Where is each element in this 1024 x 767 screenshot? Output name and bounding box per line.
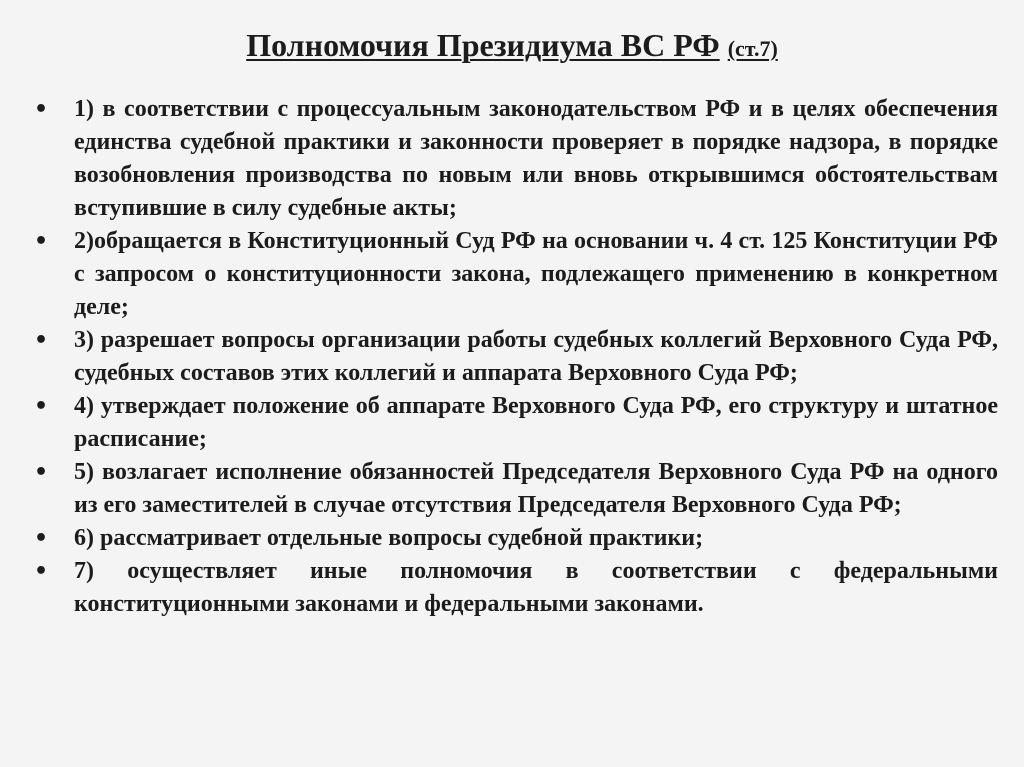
list-item (30, 93, 998, 225)
list-item-text: 4) утверждает положение об аппарате Верховного Суда РФ, его структуру и штатное расписание; (74, 393, 998, 452)
title-main-text: Полномочия Президиума ВС РФ (246, 27, 720, 63)
bullet-icon: • (34, 526, 49, 551)
bullet-icon: • (34, 559, 49, 584)
bullet-icon: • (34, 97, 49, 122)
list-item-text: 7) осуществляет иные полномочия в соответствии с федеральными конституционными законами и федеральными законами. (74, 558, 998, 617)
list-item (30, 456, 998, 522)
list-item-text: 5) возлагает исполнение обязанностей Председателя Верховного Суда РФ на одного из его заместителей в случае отсутствия Председателя Верховного Суда РФ; (74, 459, 998, 518)
list-item (30, 225, 998, 324)
list-item (30, 522, 998, 555)
bullet-icon: • (34, 229, 49, 254)
bullet-icon: • (34, 460, 49, 485)
bullet-icon: • (34, 328, 49, 353)
list-item-text: 2)обращается в Конституционный Суд РФ на основании ч. 4 ст. 125 Конституции РФ с запросом о конституционности закона, подлежащего применению в конкретном деле; (74, 228, 998, 320)
slide-title (0, 26, 1024, 64)
powers-list (30, 93, 998, 621)
list-item (30, 390, 998, 456)
title-article-ref: (ст.7) (727, 36, 778, 61)
bullet-icon: • (34, 394, 49, 419)
list-item-text: 3) разрешает вопросы организации работы судебных коллегий Верховного Суда РФ, судебных составов этих коллегий и аппарата Верховного Суда РФ; (74, 327, 998, 386)
list-item (30, 324, 998, 390)
list-item (30, 555, 998, 621)
list-item-text: 6) рассматривает отдельные вопросы судебной практики; (74, 525, 704, 551)
list-item-text: 1) в соответствии с процессуальным законодательством РФ и в целях обеспечения единства судебной практики и законности проверяет в порядке надзора, в порядке возобновления производства по новым или вновь открывшимся обстоятельствам вступившие в силу судебные акты; (74, 96, 998, 221)
